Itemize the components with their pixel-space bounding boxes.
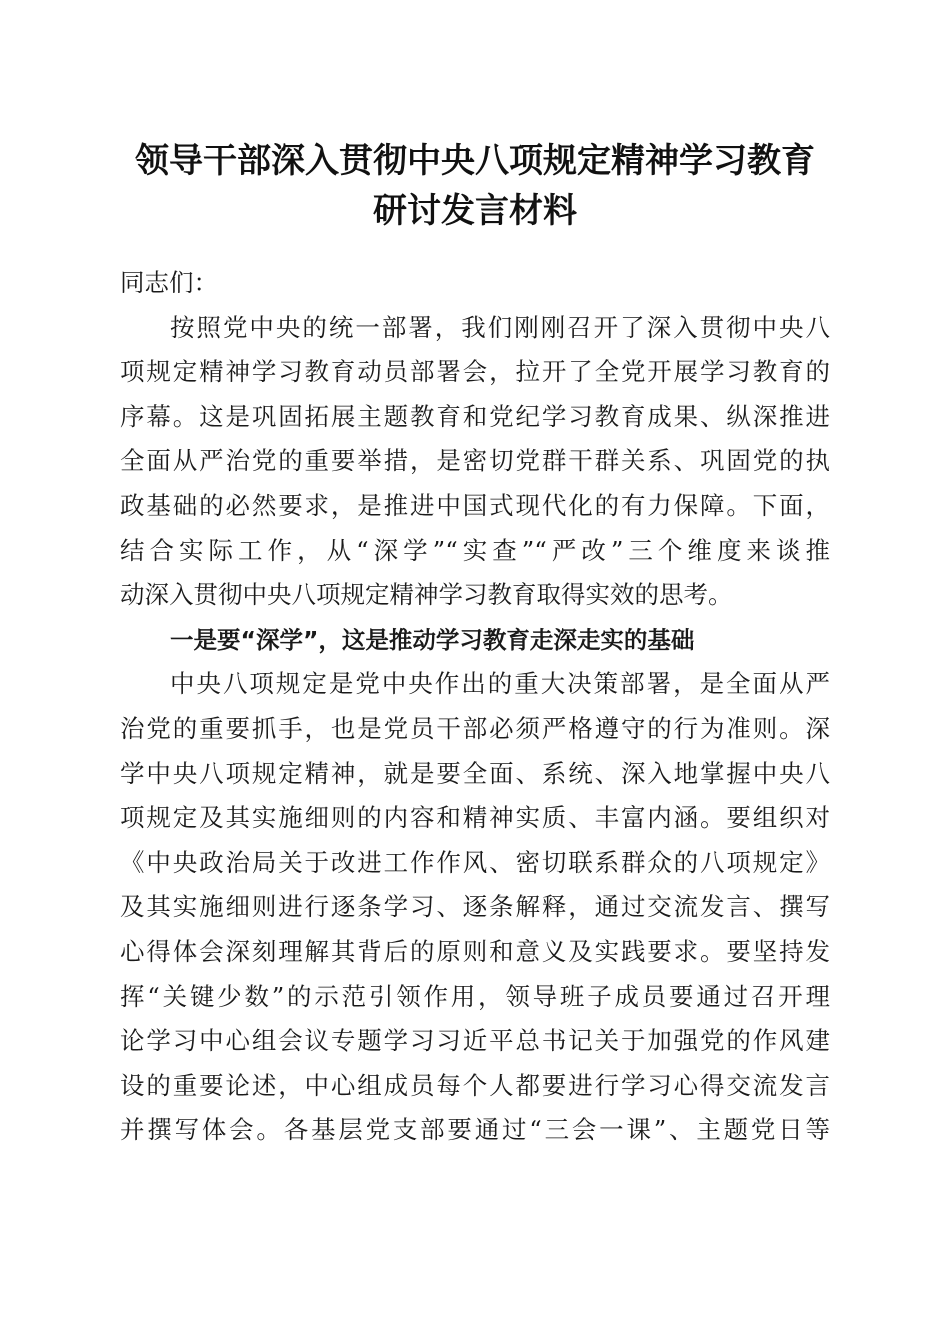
paragraph-line: 项规定及其实施细则的内容和精神实质、丰富内涵。要组织对 (120, 803, 830, 833)
title-line-1: 领导干部深入贯彻中央八项规定精神学习教育 (135, 141, 815, 181)
document-body (120, 261, 830, 1153)
title-line-2: 研讨发言材料 (373, 191, 577, 231)
paragraph-line: 设的重要论述，中心组成员每个人都要进行学习心得交流发言 (120, 1070, 830, 1100)
paragraph-line: 治党的重要抓手，也是党员干部必须严格遵守的行为准则。深 (120, 713, 830, 743)
paragraph-line: 及其实施细则进行逐条学习、逐条解释，通过交流发言、撰写 (120, 892, 830, 922)
paragraph-line: 政基础的必然要求，是推进中国式现代化的有力保障。下面， (120, 490, 830, 520)
document-title (100, 136, 850, 236)
section-heading: 一是要“深学”，这是推动学习教育走深走实的基础 (170, 625, 695, 654)
salutation: 同志们： (120, 268, 218, 297)
paragraph-line: 学中央八项规定精神，就是要全面、系统、深入地掌握中央八 (120, 758, 830, 788)
paragraph-line: 并撰写体会。各基层党支部要通过“三会一课”、主题党日等 (120, 1115, 830, 1145)
paragraph-line: 序幕。这是巩固拓展主题教育和党纪学习教育成果、纵深推进 (120, 401, 830, 431)
paragraph-line: 结合实际工作，从“深学”“实查”“严改”三个维度来谈推 (120, 535, 830, 565)
paragraph-line: 项规定精神学习教育动员部署会，拉开了全党开展学习教育的 (120, 357, 830, 387)
paragraph-line: 挥“关键少数”的示范引领作用，领导班子成员要通过召开理 (120, 981, 830, 1011)
paragraph-line: 论学习中心组会议专题学习习近平总书记关于加强党的作风建 (120, 1026, 830, 1056)
paragraph-line: 动深入贯彻中央八项规定精神学习教育取得实效的思考。 (120, 580, 733, 610)
paragraph-line: 中央八项规定是党中央作出的重大决策部署，是全面从严 (170, 669, 830, 699)
paragraph-line: 《中央政治局关于改进工作作风、密切联系群众的八项规定》 (120, 847, 830, 877)
paragraph-line: 按照党中央的统一部署，我们刚刚召开了深入贯彻中央八 (170, 312, 830, 342)
paragraph-line: 心得体会深刻理解其背后的原则和意义及实践要求。要坚持发 (120, 936, 830, 966)
paragraph-line: 全面从严治党的重要举措，是密切党群干群关系、巩固党的执 (120, 446, 830, 476)
